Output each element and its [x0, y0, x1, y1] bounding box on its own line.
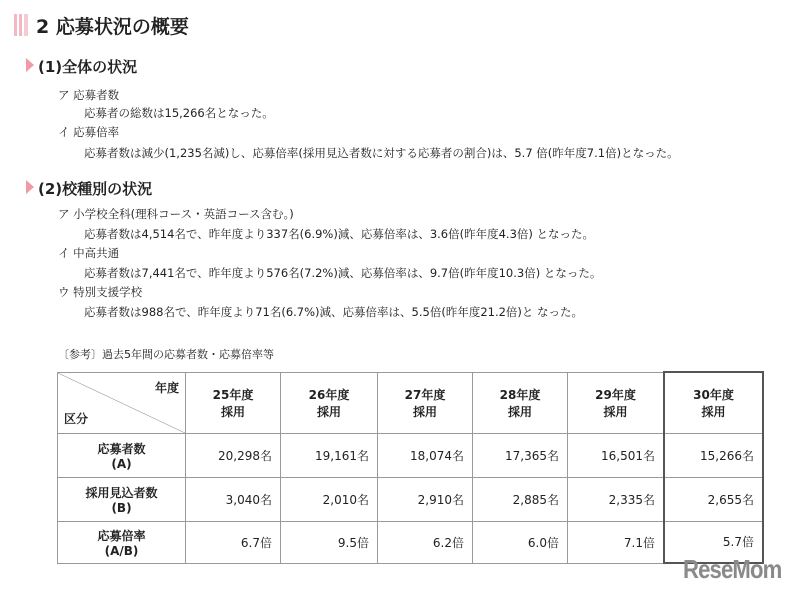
cell: 5.7倍	[664, 521, 763, 563]
section1-a-text: 応募者の総数は15,266名となった。	[84, 106, 274, 120]
column-header-current: 30年度 採用	[664, 372, 763, 433]
corner-cell	[58, 372, 186, 433]
triangle-bullet-icon	[26, 180, 34, 194]
row-label: 応募者数 (A)	[58, 433, 186, 477]
section2-heading: (2)校種別の状況	[38, 180, 153, 198]
column-header: 26年度 採用	[281, 372, 378, 433]
section2-c-label: ウ 特別支援学校	[58, 285, 143, 299]
resemom-watermark-logo: ReseMom	[683, 554, 782, 584]
column-header: 27年度 採用	[378, 372, 473, 433]
section1-b-label: イ 応募倍率	[58, 125, 120, 139]
section2-a-text: 応募者数は4,514名で、昨年度より337名(6.9%)減、応募倍率は、3.6倍(昨年度4.3倍) となった。	[84, 227, 595, 241]
row-label: 応募倍率 (A/B)	[58, 521, 186, 563]
corner-category-label: 区分	[64, 411, 89, 426]
section2-c-text: 応募者数は988名で、昨年度より71名(6.7%)減、応募倍率は、5.5倍(昨年度21.2倍)と なった。	[84, 305, 584, 319]
cell: 2,335名	[568, 477, 665, 521]
cell: 2,885名	[473, 477, 568, 521]
section1-heading: (1)全体の状況	[38, 58, 138, 76]
section1-b-text: 応募者数は減少(1,235名減)し、応募倍率(採用見込者数に対する応募者の割合)は、5.7 倍(昨年度7.1倍)となった。	[84, 146, 679, 160]
table-row	[58, 433, 764, 477]
table-row	[58, 521, 764, 563]
triangle-bullet-icon	[26, 58, 34, 72]
cell: 6.2倍	[378, 521, 473, 563]
cell: 15,266名	[664, 433, 763, 477]
cell: 16,501名	[568, 433, 665, 477]
row-label: 採用見込者数 (B)	[58, 477, 186, 521]
page-title: 2 応募状況の概要	[36, 16, 189, 38]
cell: 7.1倍	[568, 521, 665, 563]
column-header: 25年度 採用	[186, 372, 281, 433]
cell: 9.5倍	[281, 521, 378, 563]
section2-b-text: 応募者数は7,441名で、昨年度より576名(7.2%)減、応募倍率は、9.7倍(昨年度10.3倍) となった。	[84, 266, 602, 280]
cell: 20,298名	[186, 433, 281, 477]
table-caption: 〔参考〕過去5年間の応募者数・応募倍率等	[58, 348, 274, 361]
cell: 2,010名	[281, 477, 378, 521]
cell: 18,074名	[378, 433, 473, 477]
section2-a-label: ア 小学校全科(理科コース・英語コース含む。)	[58, 207, 294, 221]
cell: 2,910名	[378, 477, 473, 521]
table-row	[58, 477, 764, 521]
column-header: 28年度 採用	[473, 372, 568, 433]
section2-b-label: イ 中高共通	[58, 246, 120, 260]
cell: 6.7倍	[186, 521, 281, 563]
cell: 3,040名	[186, 477, 281, 521]
applicant-table	[57, 371, 764, 564]
cell: 19,161名	[281, 433, 378, 477]
cell: 2,655名	[664, 477, 763, 521]
title-bars-icon	[14, 14, 28, 36]
cell: 17,365名	[473, 433, 568, 477]
cell: 6.0倍	[473, 521, 568, 563]
column-header: 29年度 採用	[568, 372, 665, 433]
section1-a-label: ア 応募者数	[58, 88, 120, 102]
corner-year-label: 年度	[154, 380, 179, 395]
